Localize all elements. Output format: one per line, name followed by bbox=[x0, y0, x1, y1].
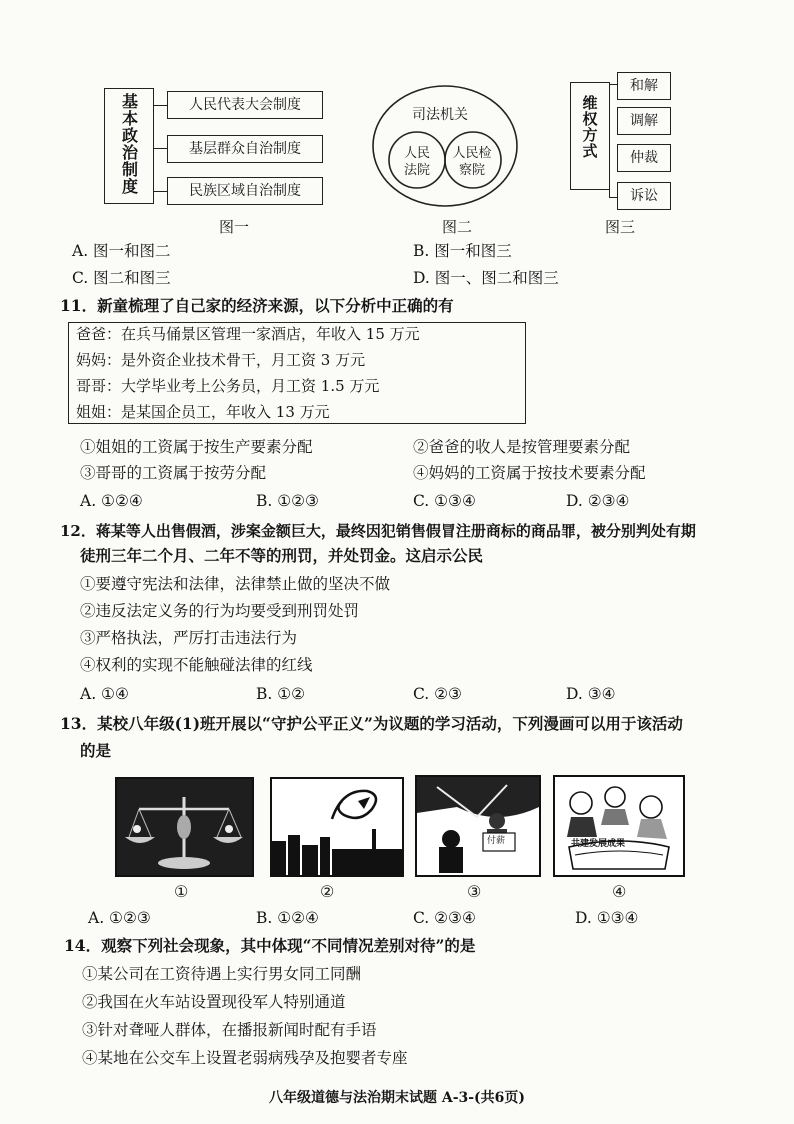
q14-stem: 14．观察下列社会现象，其中体现“不同情况差别对待”的是 bbox=[64, 936, 476, 955]
comic-3 bbox=[415, 775, 541, 877]
scales-illustration bbox=[117, 779, 252, 875]
q11-option-d: D. ②③④ bbox=[566, 492, 630, 510]
q12-stem-line-1: 12．蒋某等人出售假酒，涉案金额巨大，最终因犯销售假冒注册商标的商品罪，被分别判处有期 bbox=[60, 522, 696, 540]
page-footer: 八年级道德与法治期末试题 A-3-(共6页) bbox=[268, 1090, 526, 1106]
q11-box-line-3: 哥哥：大学毕业考上公务员，月工资 1.5 万元 bbox=[76, 377, 380, 395]
q12-statement-1: ①要遵守宪法和法律，法律禁止做的坚决不做 bbox=[80, 575, 391, 593]
q11-option-a: A. ①②④ bbox=[80, 492, 143, 510]
q12-option-d: D. ③④ bbox=[566, 685, 616, 703]
q12-option-b: B. ①② bbox=[256, 685, 306, 703]
fig3-item-4: 诉讼 bbox=[617, 182, 671, 210]
fig3-item-1: 和解 bbox=[617, 72, 671, 100]
fig2-right-label: 人民检察院 bbox=[452, 146, 492, 178]
q12-option-a: A. ①④ bbox=[80, 685, 129, 703]
fig3-item-2: 调解 bbox=[617, 107, 671, 135]
fig3-label: 图三 bbox=[605, 218, 636, 236]
comic-1 bbox=[115, 777, 254, 877]
fig1-title: 基本政治制度 bbox=[119, 93, 139, 195]
q14-statement-1: ①某公司在工资待遇上实行男女同工同酬 bbox=[82, 965, 362, 983]
fig1-title-box bbox=[104, 88, 154, 204]
q10-option-c: C. 图二和图三 bbox=[72, 269, 171, 287]
fig3-connector bbox=[609, 84, 618, 198]
comic-caption-2: ② bbox=[320, 882, 335, 901]
wage-illustration bbox=[417, 777, 539, 875]
q12-statement-2: ②违反法定义务的行为均要受到刑罚处罚 bbox=[80, 602, 360, 620]
q11-statement-2: ②爸爸的收人是按管理要素分配 bbox=[413, 438, 631, 456]
q12-statement-4: ④权利的实现不能触碰法律的红线 bbox=[80, 656, 313, 674]
q13-stem-line-1: 13．某校八年级(1)班开展以“守护公平正义”为议题的学习活动，下列漫画可以用于该活动 bbox=[60, 714, 683, 733]
skyline-illustration bbox=[272, 779, 402, 875]
comic-3-sign-text: 付薪 bbox=[487, 836, 506, 846]
fig2-diagram bbox=[370, 84, 520, 210]
fig1-connector-mid bbox=[153, 148, 167, 149]
fig3-title: 维权方式 bbox=[580, 95, 599, 159]
q14-statement-2: ②我国在火车站设置现役军人特别通道 bbox=[82, 993, 346, 1011]
comic-caption-3: ③ bbox=[467, 882, 482, 901]
comic-4-banner-text: 共建发展成果 bbox=[571, 839, 626, 849]
q13-option-c: C. ②③④ bbox=[413, 909, 476, 927]
fig1-label: 图一 bbox=[219, 218, 250, 236]
q11-box-line-2: 妈妈：是外资企业技术骨干，月工资 3 万元 bbox=[76, 351, 366, 369]
q11-box-line-4: 姐姐：是某国企员工，年收入 13 万元 bbox=[76, 403, 330, 421]
fig1-item-1: 人民代表大会制度 bbox=[167, 91, 323, 119]
fig3-item-3: 仲裁 bbox=[617, 144, 671, 172]
q13-option-a: A. ①②③ bbox=[88, 909, 151, 927]
comic-caption-4: ④ bbox=[612, 882, 627, 901]
fig2-left-label: 人民法院 bbox=[403, 146, 430, 178]
comic-caption-1: ① bbox=[174, 882, 189, 901]
fig1-item-2: 基层群众自治制度 bbox=[167, 135, 323, 163]
comic-2 bbox=[270, 777, 404, 877]
fig3-title-box bbox=[570, 82, 610, 190]
q12-stem-line-2: 徒刑三年二个月、二年不等的刑罚，并处罚金。这启示公民 bbox=[80, 546, 484, 565]
q11-statement-3: ③哥哥的工资属于按劳分配 bbox=[80, 464, 267, 482]
q10-option-d: D. 图一、图二和图三 bbox=[413, 269, 559, 287]
fig1-item-3: 民族区域自治制度 bbox=[167, 177, 323, 205]
q11-option-c: C. ①③④ bbox=[413, 492, 476, 510]
q14-statement-3: ③针对聋哑人群体，在播报新闻时配有手语 bbox=[82, 1021, 377, 1039]
q10-option-b: B. 图一和图三 bbox=[413, 242, 512, 260]
q13-option-d: D. ①③④ bbox=[575, 909, 639, 927]
q12-option-c: C. ②③ bbox=[413, 685, 462, 703]
comic-4 bbox=[553, 775, 685, 877]
fig2-outer-label: 司法机关 bbox=[412, 107, 468, 123]
q13-option-b: B. ①②④ bbox=[256, 909, 319, 927]
q13-stem-line-2: 的是 bbox=[80, 741, 112, 760]
sharing-illustration bbox=[555, 777, 683, 875]
q11-statement-4: ④妈妈的工资属于按技术要素分配 bbox=[413, 464, 646, 482]
q11-box-line-1: 爸爸：在兵马俑景区管理一家酒店，年收入 15 万元 bbox=[76, 325, 420, 343]
q14-statement-4: ④某地在公交车上设置老弱病残孕及抱婴者专座 bbox=[82, 1049, 408, 1067]
q10-option-a: A. 图一和图二 bbox=[72, 242, 171, 260]
q11-statement-1: ①姐姐的工资属于按生产要素分配 bbox=[80, 438, 313, 456]
q11-stem: 11．新童梳理了自己家的经济来源，以下分析中正确的有 bbox=[60, 296, 454, 315]
fig2-label: 图二 bbox=[442, 218, 473, 236]
q12-statement-3: ③严格执法，严厉打击违法行为 bbox=[80, 629, 298, 647]
q11-option-b: B. ①②③ bbox=[256, 492, 319, 510]
